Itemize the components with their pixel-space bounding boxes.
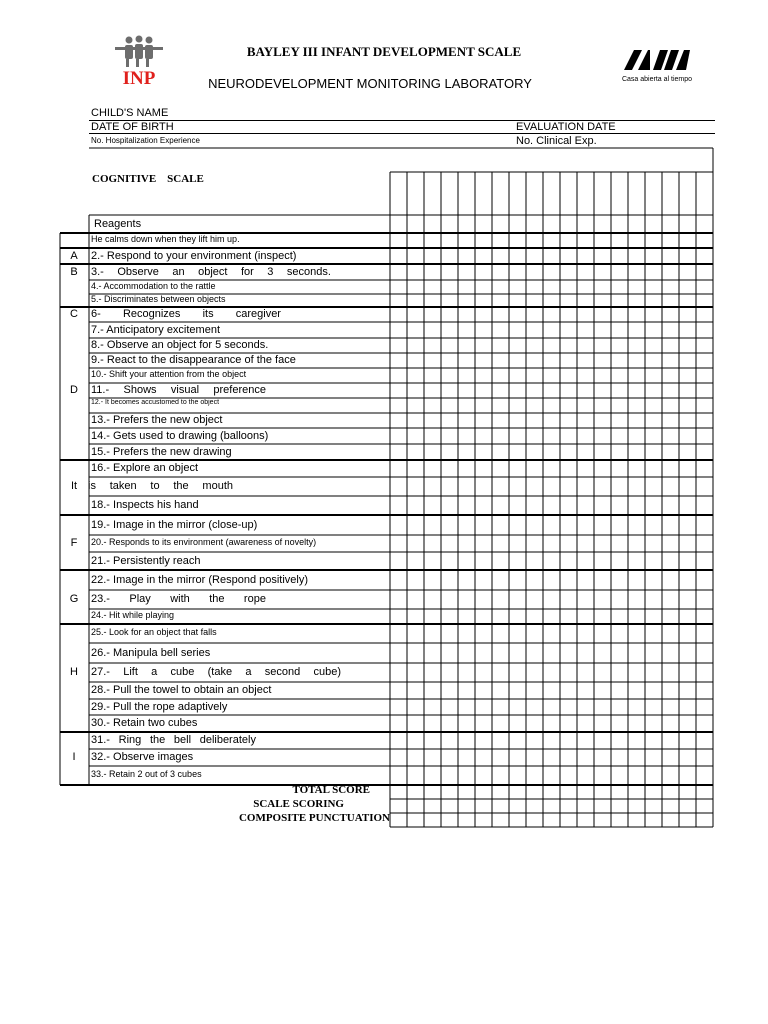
item-label: 2.- Respond to your environment (inspect) xyxy=(91,249,297,262)
group-letter: F xyxy=(70,537,78,549)
item-label: 9.- React to the disappearance of the face xyxy=(91,354,296,366)
item-label: 22.- Image in the mirror (Respond positively) xyxy=(91,573,309,586)
item-row xyxy=(60,368,390,383)
item-label: 30.- Retain two cubes xyxy=(91,717,198,729)
item-row xyxy=(60,699,390,715)
item-row xyxy=(60,428,390,444)
item-row xyxy=(60,496,390,515)
composite-punctuation-label: COMPOSITE PUNCTUATION xyxy=(238,812,390,824)
item-row xyxy=(60,624,390,643)
item-row xyxy=(60,280,390,294)
item-label: 24.- Hit while playing xyxy=(91,610,175,620)
item-row xyxy=(60,590,390,609)
item-label: He calms down when they lift him up. xyxy=(91,234,240,244)
item-label: 18.- Inspects his hand xyxy=(91,499,199,511)
item-row xyxy=(60,535,390,552)
item-row xyxy=(60,609,390,624)
item-label: 5.- Discriminates between objects xyxy=(91,294,226,304)
item-label: 11.- Shows visual preference xyxy=(91,384,266,396)
group-letter: It xyxy=(70,480,78,492)
item-label: 27.- Lift a cube (take a second cube) xyxy=(91,666,341,678)
item-row xyxy=(60,413,390,428)
item-row xyxy=(60,233,390,248)
item-row xyxy=(60,552,390,570)
item-label: 29.- Pull the rope adaptively xyxy=(91,700,228,713)
item-label: 19.- Image in the mirror (close-up) xyxy=(91,518,258,531)
item-label: 15.- Prefers the new drawing xyxy=(91,445,232,458)
total-score-label: TOTAL SCORE xyxy=(292,784,370,796)
reagents-label: Reagents xyxy=(94,218,142,230)
item-label: 31.- Ring the bell deliberately xyxy=(91,734,256,746)
child-name-label: CHILD'S NAME xyxy=(91,107,169,119)
item-row xyxy=(60,732,390,749)
item-label: 6- Recognizes its caregiver xyxy=(91,308,281,320)
item-label: 12.- It becomes accustomed to the object xyxy=(91,399,220,406)
group-letter: A xyxy=(70,249,78,262)
item-row xyxy=(60,643,390,663)
group-letter: H xyxy=(70,666,78,678)
uam-tagline: Casa abierta al tiempo xyxy=(621,76,693,83)
item-row xyxy=(60,515,390,535)
item-label: 21.- Persistently reach xyxy=(91,554,201,567)
item-row xyxy=(60,307,390,322)
item-row xyxy=(60,749,390,766)
scale-title: COGNITIVE SCALE xyxy=(92,173,204,185)
date-of-birth-label: DATE OF BIRTH xyxy=(91,121,174,133)
item-row xyxy=(60,715,390,732)
item-label: 4.- Accommodation to the rattle xyxy=(91,280,216,291)
item-label: 23.- Play with the rope xyxy=(91,593,266,605)
group-letter: C xyxy=(70,308,78,320)
item-row xyxy=(60,570,390,590)
item-row xyxy=(60,766,390,785)
page-subtitle: NEURODEVELOPMENT MONITORING LABORATORY xyxy=(208,76,532,91)
item-row xyxy=(60,663,390,682)
item-label: 8.- Observe an object for 5 seconds. xyxy=(91,339,269,351)
item-label: 28.- Pull the towel to obtain an object xyxy=(91,684,272,696)
item-label: is taken to the mouth xyxy=(88,480,233,492)
clinical-exp-label: No. Clinical Exp. xyxy=(516,135,597,147)
item-label: 16.- Explore an object xyxy=(91,462,199,474)
item-row xyxy=(60,477,390,496)
group-letter: I xyxy=(72,751,76,763)
item-row xyxy=(60,444,390,460)
item-row xyxy=(60,383,390,398)
group-letter: B xyxy=(70,265,78,278)
item-label: 3.- Observe an object for 3 seconds. xyxy=(91,265,331,278)
page-title: BAYLEY III INFANT DEVELOPMENT SCALE xyxy=(246,44,522,59)
item-label: 13.- Prefers the new object xyxy=(91,414,223,426)
item-row xyxy=(60,264,390,280)
item-label: 33.- Retain 2 out of 3 cubes xyxy=(91,769,202,779)
item-label: 26.- Manipula bell series xyxy=(91,646,211,659)
item-row xyxy=(60,398,390,413)
inp-logo-text: INP xyxy=(122,68,156,89)
item-label: 7.- Anticipatory excitement xyxy=(91,323,221,336)
item-row xyxy=(60,294,390,307)
item-label: 20.- Responds to its environment (awareness of novelty) xyxy=(91,537,317,547)
item-label: 14.- Gets used to drawing (balloons) xyxy=(91,429,269,442)
item-label: 10.- Shift your attention from the object xyxy=(91,369,247,379)
item-row xyxy=(60,460,390,477)
item-row xyxy=(60,682,390,699)
item-label: 32.- Observe images xyxy=(91,751,194,763)
hospitalization-label: No. Hospitalization Experience xyxy=(91,136,200,145)
group-letter: G xyxy=(69,593,79,605)
group-letter: D xyxy=(70,384,78,396)
evaluation-date-label: EVALUATION DATE xyxy=(516,121,616,133)
item-label: 25.- Look for an object that falls xyxy=(91,627,217,637)
item-row xyxy=(60,322,390,338)
item-row xyxy=(60,338,390,353)
item-row xyxy=(60,248,390,264)
scale-scoring-label: SCALE SCORING xyxy=(253,798,344,810)
item-row xyxy=(60,353,390,368)
